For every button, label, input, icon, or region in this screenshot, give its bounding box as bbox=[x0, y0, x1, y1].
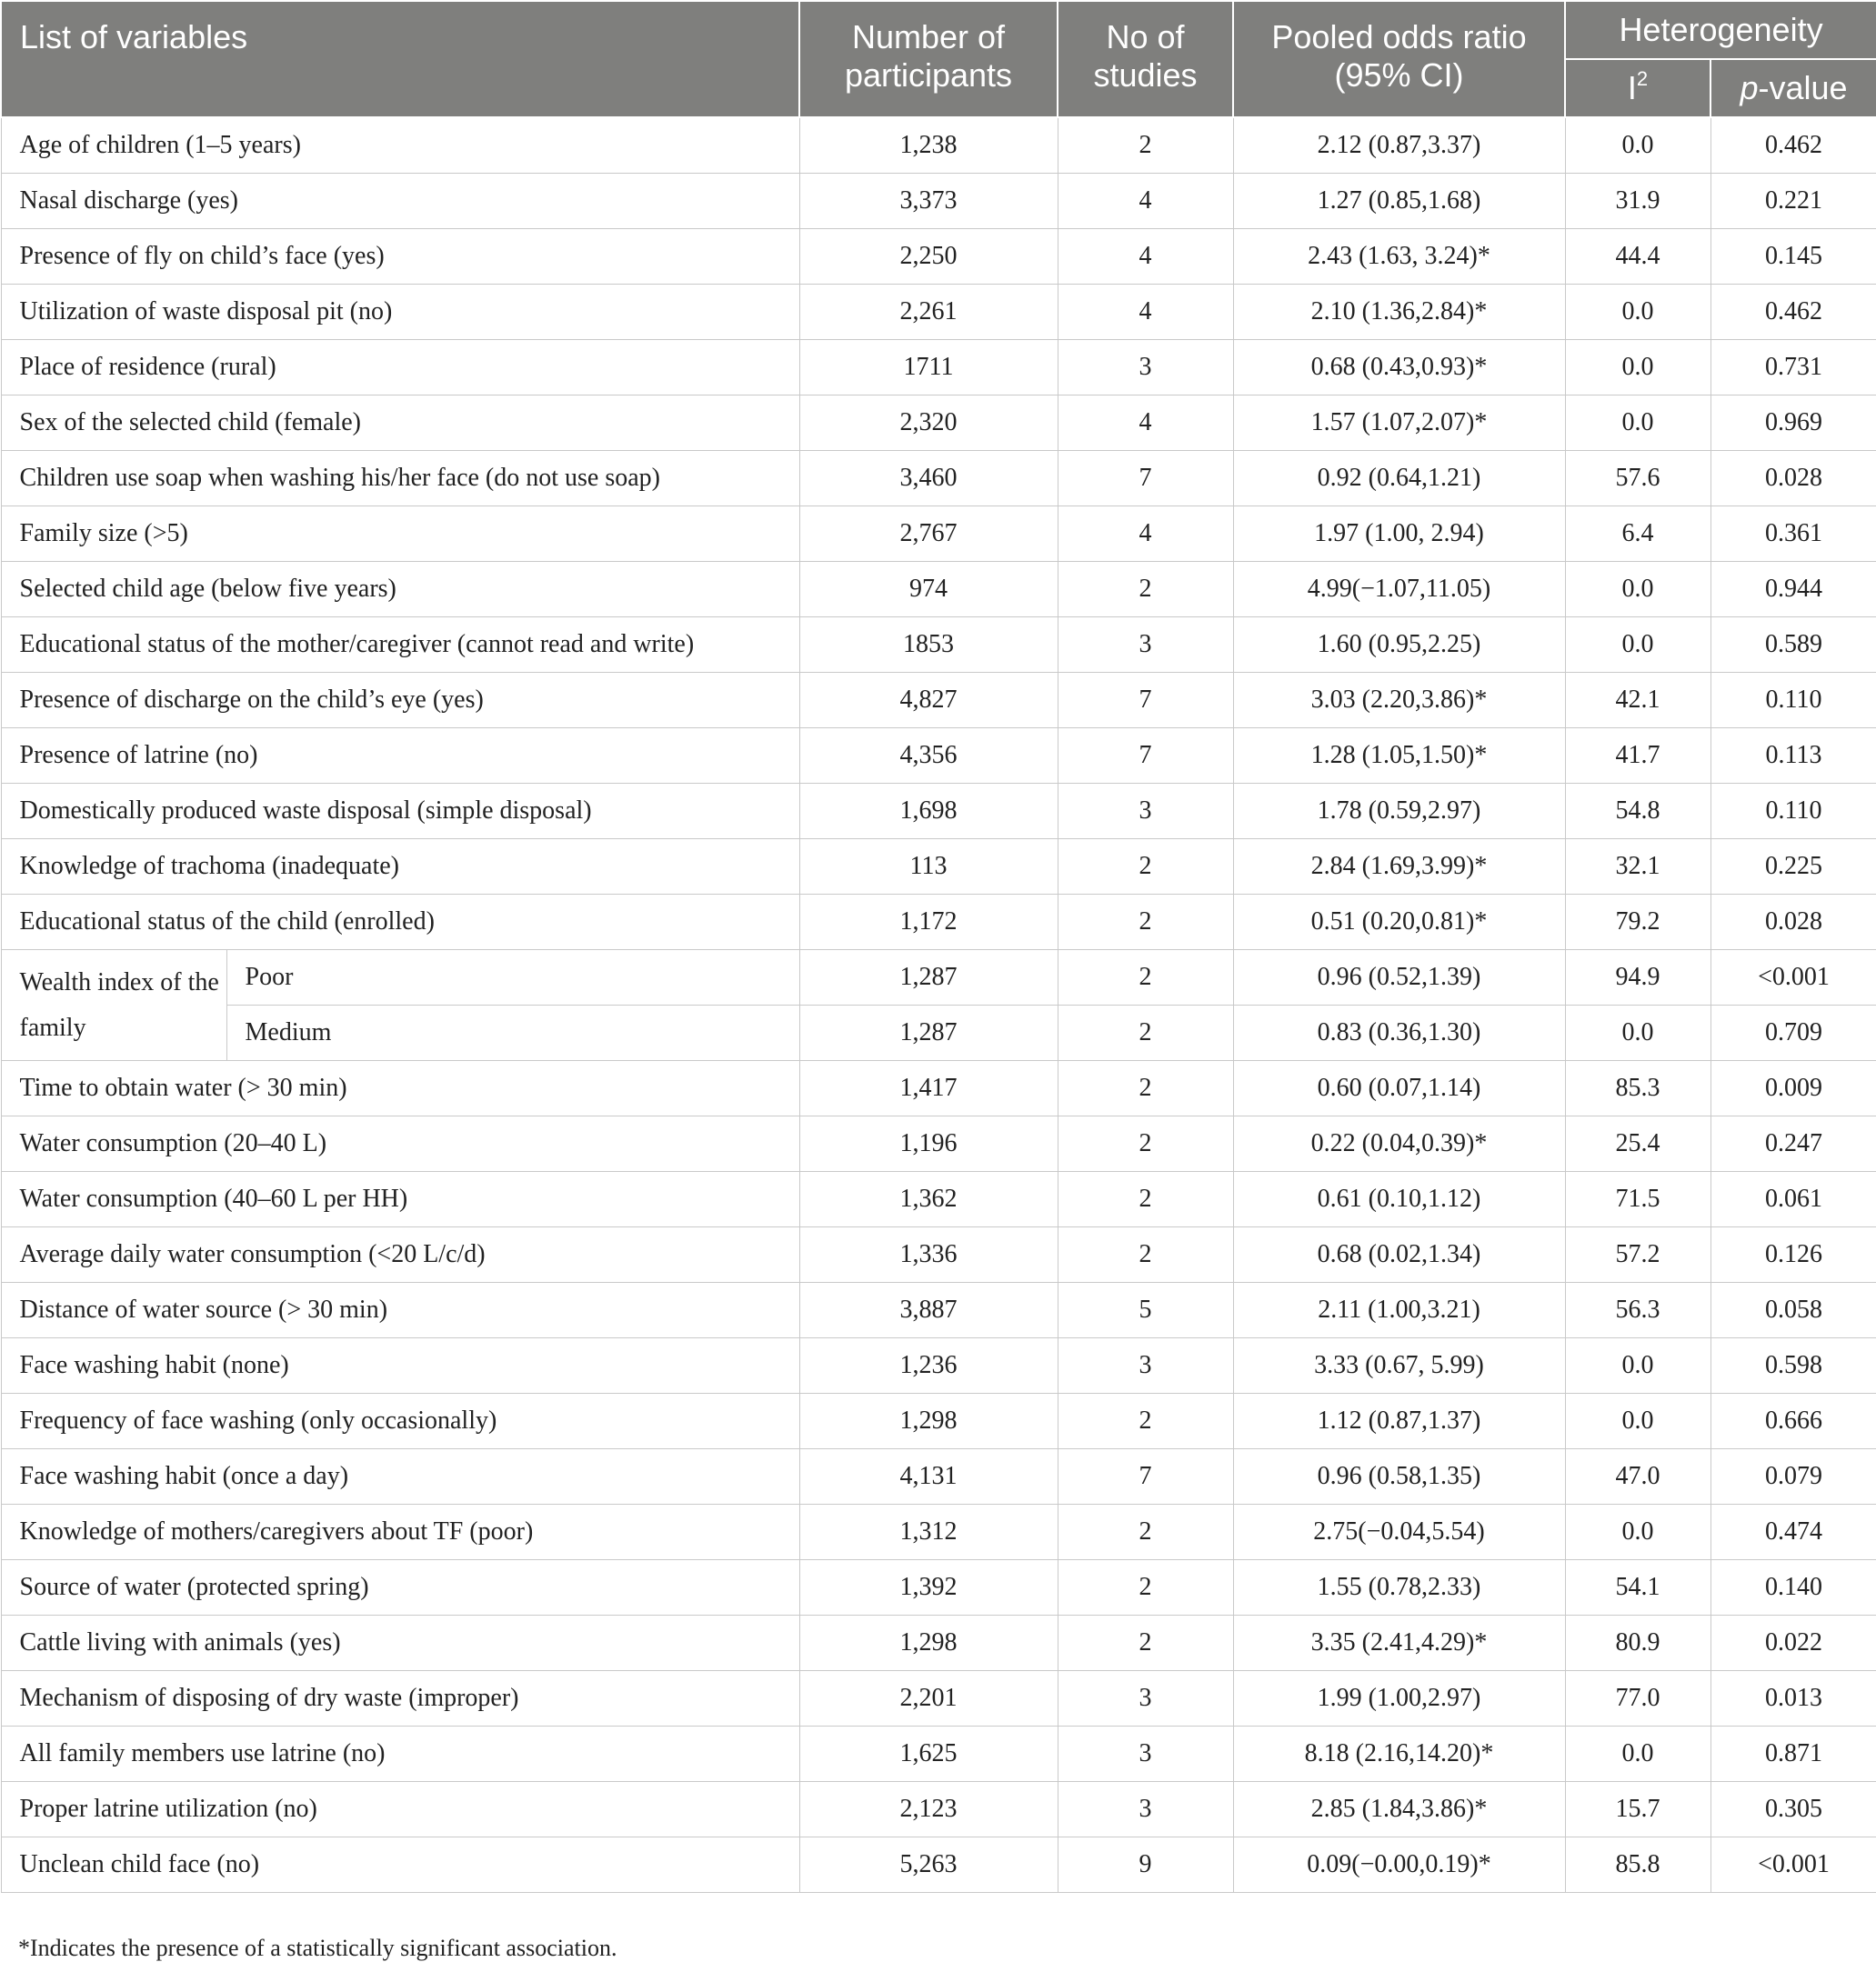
header-participants-line2: participants bbox=[844, 56, 1013, 94]
table-row bbox=[1, 1505, 1876, 1560]
participants-cell: 4,356 bbox=[799, 728, 1058, 784]
table-row bbox=[1, 1560, 1876, 1616]
variable-cell: Age of children (1–5 years) bbox=[1, 117, 799, 174]
p-value-cell: 0.969 bbox=[1710, 395, 1876, 451]
p-value-cell: 0.221 bbox=[1710, 174, 1876, 229]
p-value-cell: 0.126 bbox=[1710, 1227, 1876, 1283]
header-i2 bbox=[1565, 59, 1710, 117]
studies-cell: 2 bbox=[1058, 1560, 1233, 1616]
table-row bbox=[1, 395, 1876, 451]
participants-cell: 1,172 bbox=[799, 895, 1058, 950]
studies-cell: 3 bbox=[1058, 1727, 1233, 1782]
variable-cell: Source of water (protected spring) bbox=[1, 1560, 799, 1616]
participants-cell: 1,298 bbox=[799, 1394, 1058, 1449]
i2-cell: 42.1 bbox=[1565, 673, 1710, 728]
odds-ratio-cell: 0.96 (0.58,1.35) bbox=[1233, 1449, 1565, 1505]
odds-ratio-cell: 1.57 (1.07,2.07)* bbox=[1233, 395, 1565, 451]
p-value-cell: 0.110 bbox=[1710, 784, 1876, 839]
odds-ratio-cell: 2.75(−0.04,5.54) bbox=[1233, 1505, 1565, 1560]
odds-ratio-cell: 2.10 (1.36,2.84)* bbox=[1233, 285, 1565, 340]
variable-cell: Proper latrine utilization (no) bbox=[1, 1782, 799, 1837]
participants-cell: 2,767 bbox=[799, 506, 1058, 562]
odds-ratio-cell: 2.43 (1.63, 3.24)* bbox=[1233, 229, 1565, 285]
i2-cell: 71.5 bbox=[1565, 1172, 1710, 1227]
p-value-cell: 0.462 bbox=[1710, 117, 1876, 174]
i2-cell: 0.0 bbox=[1565, 1006, 1710, 1061]
table-row bbox=[1, 1837, 1876, 1893]
p-value-cell: 0.058 bbox=[1710, 1283, 1876, 1338]
header-i2-superscript: 2 bbox=[1636, 67, 1649, 90]
p-value-cell: 0.589 bbox=[1710, 617, 1876, 673]
odds-ratio-cell: 0.51 (0.20,0.81)* bbox=[1233, 895, 1565, 950]
variable-cell: Face washing habit (none) bbox=[1, 1338, 799, 1394]
p-value-cell: 0.145 bbox=[1710, 229, 1876, 285]
table-row bbox=[1, 1116, 1876, 1172]
variable-cell: Knowledge of mothers/caregivers about TF (poor) bbox=[1, 1505, 799, 1560]
participants-cell: 1,698 bbox=[799, 784, 1058, 839]
odds-ratio-cell: 1.28 (1.05,1.50)* bbox=[1233, 728, 1565, 784]
table-row bbox=[1, 1172, 1876, 1227]
table-body bbox=[1, 117, 1876, 1893]
participants-cell: 2,123 bbox=[799, 1782, 1058, 1837]
participants-cell: 3,460 bbox=[799, 451, 1058, 506]
header-p-value bbox=[1710, 59, 1876, 117]
odds-ratio-cell: 2.12 (0.87,3.37) bbox=[1233, 117, 1565, 174]
odds-ratio-cell: 3.35 (2.41,4.29)* bbox=[1233, 1616, 1565, 1671]
variable-cell: Unclean child face (no) bbox=[1, 1837, 799, 1893]
studies-cell: 3 bbox=[1058, 784, 1233, 839]
studies-cell: 4 bbox=[1058, 285, 1233, 340]
variable-cell: Distance of water source (> 30 min) bbox=[1, 1283, 799, 1338]
table-row bbox=[1, 117, 1876, 174]
variable-cell: Educational status of the child (enrolled) bbox=[1, 895, 799, 950]
participants-cell: 1,287 bbox=[799, 950, 1058, 1006]
variable-cell: Sex of the selected child (female) bbox=[1, 395, 799, 451]
participants-cell: 1,392 bbox=[799, 1560, 1058, 1616]
i2-cell: 79.2 bbox=[1565, 895, 1710, 950]
studies-cell: 4 bbox=[1058, 395, 1233, 451]
odds-ratio-cell: 8.18 (2.16,14.20)* bbox=[1233, 1727, 1565, 1782]
studies-cell: 2 bbox=[1058, 1616, 1233, 1671]
p-value-cell: 0.709 bbox=[1710, 1006, 1876, 1061]
table-row bbox=[1, 174, 1876, 229]
variable-cell: Average daily water consumption (<20 L/c/d) bbox=[1, 1227, 799, 1283]
table-row bbox=[1, 229, 1876, 285]
studies-cell: 2 bbox=[1058, 1172, 1233, 1227]
header-i2-letter: I bbox=[1627, 69, 1637, 106]
table-row bbox=[1, 285, 1876, 340]
p-value-cell: 0.061 bbox=[1710, 1172, 1876, 1227]
table-row bbox=[1, 506, 1876, 562]
p-value-cell: 0.944 bbox=[1710, 562, 1876, 617]
wealth-index-label: Wealth index of the family bbox=[1, 950, 226, 1061]
table-row bbox=[1, 1671, 1876, 1727]
table-row bbox=[1, 617, 1876, 673]
variable-cell: Educational status of the mother/caregiver (cannot read and write) bbox=[1, 617, 799, 673]
participants-cell: 2,201 bbox=[799, 1671, 1058, 1727]
variable-cell: Cattle living with animals (yes) bbox=[1, 1616, 799, 1671]
participants-cell: 3,373 bbox=[799, 174, 1058, 229]
p-value-cell: 0.474 bbox=[1710, 1505, 1876, 1560]
i2-cell: 25.4 bbox=[1565, 1116, 1710, 1172]
i2-cell: 57.6 bbox=[1565, 451, 1710, 506]
odds-ratio-cell: 3.03 (2.20,3.86)* bbox=[1233, 673, 1565, 728]
odds-ratio-cell: 0.92 (0.64,1.21) bbox=[1233, 451, 1565, 506]
odds-ratio-cell: 1.78 (0.59,2.97) bbox=[1233, 784, 1565, 839]
variable-cell: Presence of fly on child’s face (yes) bbox=[1, 229, 799, 285]
i2-cell: 31.9 bbox=[1565, 174, 1710, 229]
variable-cell: Children use soap when washing his/her face (do not use soap) bbox=[1, 451, 799, 506]
p-value-cell: 0.361 bbox=[1710, 506, 1876, 562]
odds-ratio-cell: 1.99 (1.00,2.97) bbox=[1233, 1671, 1565, 1727]
studies-cell: 4 bbox=[1058, 229, 1233, 285]
participants-cell: 1,312 bbox=[799, 1505, 1058, 1560]
header-participants-line1: Number of bbox=[851, 18, 1006, 55]
header-p-italic: p bbox=[1740, 69, 1759, 106]
table-row bbox=[1, 1616, 1876, 1671]
odds-ratio-cell: 0.68 (0.43,0.93)* bbox=[1233, 340, 1565, 395]
p-value-cell: 0.305 bbox=[1710, 1782, 1876, 1837]
variable-cell: Nasal discharge (yes) bbox=[1, 174, 799, 229]
participants-cell: 5,263 bbox=[799, 1837, 1058, 1893]
odds-ratio-cell: 0.96 (0.52,1.39) bbox=[1233, 950, 1565, 1006]
i2-cell: 80.9 bbox=[1565, 1616, 1710, 1671]
odds-ratio-cell: 0.68 (0.02,1.34) bbox=[1233, 1227, 1565, 1283]
table-row bbox=[1, 1727, 1876, 1782]
table-row-wealth-medium bbox=[1, 1006, 1876, 1061]
participants-cell: 2,320 bbox=[799, 395, 1058, 451]
odds-ratio-cell: 1.97 (1.00, 2.94) bbox=[1233, 506, 1565, 562]
table-row bbox=[1, 1338, 1876, 1394]
odds-ratio-cell: 2.84 (1.69,3.99)* bbox=[1233, 839, 1565, 895]
studies-cell: 3 bbox=[1058, 340, 1233, 395]
participants-cell: 1711 bbox=[799, 340, 1058, 395]
participants-cell: 2,261 bbox=[799, 285, 1058, 340]
p-value-cell: <0.001 bbox=[1710, 950, 1876, 1006]
table-row bbox=[1, 839, 1876, 895]
variable-cell: Presence of discharge on the child’s eye (yes) bbox=[1, 673, 799, 728]
studies-cell: 7 bbox=[1058, 728, 1233, 784]
variable-cell: Frequency of face washing (only occasionally) bbox=[1, 1394, 799, 1449]
variable-cell: All family members use latrine (no) bbox=[1, 1727, 799, 1782]
i2-cell: 32.1 bbox=[1565, 839, 1710, 895]
p-value-cell: 0.871 bbox=[1710, 1727, 1876, 1782]
odds-ratio-cell: 3.33 (0.67, 5.99) bbox=[1233, 1338, 1565, 1394]
table-row bbox=[1, 562, 1876, 617]
variable-cell: Face washing habit (once a day) bbox=[1, 1449, 799, 1505]
i2-cell: 56.3 bbox=[1565, 1283, 1710, 1338]
participants-cell: 1,238 bbox=[799, 117, 1058, 174]
table-row-wealth-poor bbox=[1, 950, 1876, 1006]
studies-cell: 2 bbox=[1058, 562, 1233, 617]
header-or-line2: (95% CI) bbox=[1334, 56, 1464, 94]
p-value-cell: 0.666 bbox=[1710, 1394, 1876, 1449]
odds-ratio-cell: 2.85 (1.84,3.86)* bbox=[1233, 1782, 1565, 1837]
header-heterogeneity: Heterogeneity bbox=[1565, 1, 1876, 59]
odds-ratio-cell: 1.12 (0.87,1.37) bbox=[1233, 1394, 1565, 1449]
studies-cell: 2 bbox=[1058, 895, 1233, 950]
variable-cell: Presence of latrine (no) bbox=[1, 728, 799, 784]
i2-cell: 0.0 bbox=[1565, 395, 1710, 451]
studies-cell: 2 bbox=[1058, 1116, 1233, 1172]
participants-cell: 4,827 bbox=[799, 673, 1058, 728]
participants-cell: 3,887 bbox=[799, 1283, 1058, 1338]
studies-cell: 2 bbox=[1058, 1006, 1233, 1061]
participants-cell: 4,131 bbox=[799, 1449, 1058, 1505]
studies-cell: 2 bbox=[1058, 1505, 1233, 1560]
header-studies-line1: No of bbox=[1106, 18, 1185, 55]
studies-cell: 2 bbox=[1058, 117, 1233, 174]
participants-cell: 1853 bbox=[799, 617, 1058, 673]
i2-cell: 0.0 bbox=[1565, 1394, 1710, 1449]
studies-cell: 2 bbox=[1058, 1227, 1233, 1283]
odds-ratio-cell: 0.22 (0.04,0.39)* bbox=[1233, 1116, 1565, 1172]
header-no-of-studies bbox=[1058, 1, 1233, 117]
participants-cell: 1,236 bbox=[799, 1338, 1058, 1394]
studies-cell: 3 bbox=[1058, 1671, 1233, 1727]
p-value-cell: 0.022 bbox=[1710, 1616, 1876, 1671]
table-row bbox=[1, 1283, 1876, 1338]
studies-cell: 2 bbox=[1058, 950, 1233, 1006]
variable-cell: Place of residence (rural) bbox=[1, 340, 799, 395]
i2-cell: 41.7 bbox=[1565, 728, 1710, 784]
i2-cell: 15.7 bbox=[1565, 1782, 1710, 1837]
i2-cell: 0.0 bbox=[1565, 617, 1710, 673]
participants-cell: 974 bbox=[799, 562, 1058, 617]
p-value-cell: 0.110 bbox=[1710, 673, 1876, 728]
i2-cell: 54.8 bbox=[1565, 784, 1710, 839]
variable-subcell: Poor bbox=[226, 950, 799, 1006]
i2-cell: 0.0 bbox=[1565, 285, 1710, 340]
variable-cell: Selected child age (below five years) bbox=[1, 562, 799, 617]
participants-cell: 1,196 bbox=[799, 1116, 1058, 1172]
p-value-cell: 0.009 bbox=[1710, 1061, 1876, 1116]
participants-cell: 1,625 bbox=[799, 1727, 1058, 1782]
p-value-cell: 0.598 bbox=[1710, 1338, 1876, 1394]
i2-cell: 94.9 bbox=[1565, 950, 1710, 1006]
studies-cell: 3 bbox=[1058, 1782, 1233, 1837]
odds-ratio-cell: 1.27 (0.85,1.68) bbox=[1233, 174, 1565, 229]
i2-cell: 85.3 bbox=[1565, 1061, 1710, 1116]
table-footnote: *Indicates the presence of a statistically significant association. bbox=[18, 1935, 617, 1961]
p-value-cell: 0.225 bbox=[1710, 839, 1876, 895]
studies-cell: 5 bbox=[1058, 1283, 1233, 1338]
table-row bbox=[1, 1061, 1876, 1116]
p-value-cell: 0.731 bbox=[1710, 340, 1876, 395]
i2-cell: 0.0 bbox=[1565, 340, 1710, 395]
p-value-cell: 0.013 bbox=[1710, 1671, 1876, 1727]
i2-cell: 0.0 bbox=[1565, 562, 1710, 617]
header-or-line1: Pooled odds ratio bbox=[1271, 18, 1527, 55]
i2-cell: 77.0 bbox=[1565, 1671, 1710, 1727]
odds-ratio-cell: 1.55 (0.78,2.33) bbox=[1233, 1560, 1565, 1616]
odds-ratio-cell: 0.61 (0.10,1.12) bbox=[1233, 1172, 1565, 1227]
table-row bbox=[1, 895, 1876, 950]
variable-cell: Knowledge of trachoma (inadequate) bbox=[1, 839, 799, 895]
participants-cell: 1,298 bbox=[799, 1616, 1058, 1671]
participants-cell: 1,287 bbox=[799, 1006, 1058, 1061]
participants-cell: 113 bbox=[799, 839, 1058, 895]
studies-cell: 3 bbox=[1058, 1338, 1233, 1394]
variable-cell: Family size (>5) bbox=[1, 506, 799, 562]
table-header bbox=[1, 1, 1876, 117]
studies-cell: 7 bbox=[1058, 1449, 1233, 1505]
studies-cell: 2 bbox=[1058, 1061, 1233, 1116]
table-row bbox=[1, 1782, 1876, 1837]
studies-cell: 2 bbox=[1058, 1394, 1233, 1449]
i2-cell: 6.4 bbox=[1565, 506, 1710, 562]
p-value-cell: <0.001 bbox=[1710, 1837, 1876, 1893]
header-pooled-odds-ratio bbox=[1233, 1, 1565, 117]
i2-cell: 0.0 bbox=[1565, 1727, 1710, 1782]
p-value-cell: 0.028 bbox=[1710, 451, 1876, 506]
table-row bbox=[1, 673, 1876, 728]
i2-cell: 0.0 bbox=[1565, 1505, 1710, 1560]
p-value-cell: 0.462 bbox=[1710, 285, 1876, 340]
p-value-cell: 0.028 bbox=[1710, 895, 1876, 950]
header-number-of-participants bbox=[799, 1, 1058, 117]
i2-cell: 85.8 bbox=[1565, 1837, 1710, 1893]
table-row bbox=[1, 1227, 1876, 1283]
table-row bbox=[1, 784, 1876, 839]
studies-cell: 7 bbox=[1058, 673, 1233, 728]
participants-cell: 1,417 bbox=[799, 1061, 1058, 1116]
participants-cell: 2,250 bbox=[799, 229, 1058, 285]
participants-cell: 1,362 bbox=[799, 1172, 1058, 1227]
p-value-cell: 0.140 bbox=[1710, 1560, 1876, 1616]
i2-cell: 54.1 bbox=[1565, 1560, 1710, 1616]
table-row bbox=[1, 1394, 1876, 1449]
table-row bbox=[1, 728, 1876, 784]
variable-cell: Water consumption (20–40 L) bbox=[1, 1116, 799, 1172]
p-value-cell: 0.113 bbox=[1710, 728, 1876, 784]
table-row bbox=[1, 451, 1876, 506]
studies-cell: 4 bbox=[1058, 174, 1233, 229]
odds-ratio-cell: 4.99(−1.07,11.05) bbox=[1233, 562, 1565, 617]
variable-cell: Mechanism of disposing of dry waste (improper) bbox=[1, 1671, 799, 1727]
p-value-cell: 0.247 bbox=[1710, 1116, 1876, 1172]
odds-ratio-cell: 0.09(−0.00,0.19)* bbox=[1233, 1837, 1565, 1893]
i2-cell: 0.0 bbox=[1565, 117, 1710, 174]
odds-ratio-cell: 1.60 (0.95,2.25) bbox=[1233, 617, 1565, 673]
variable-cell: Domestically produced waste disposal (simple disposal) bbox=[1, 784, 799, 839]
header-list-of-variables: List of variables bbox=[1, 1, 799, 117]
participants-cell: 1,336 bbox=[799, 1227, 1058, 1283]
header-p-rest: -value bbox=[1758, 69, 1848, 106]
i2-cell: 44.4 bbox=[1565, 229, 1710, 285]
odds-ratio-cell: 0.83 (0.36,1.30) bbox=[1233, 1006, 1565, 1061]
i2-cell: 47.0 bbox=[1565, 1449, 1710, 1505]
studies-cell: 2 bbox=[1058, 839, 1233, 895]
odds-ratio-cell: 2.11 (1.00,3.21) bbox=[1233, 1283, 1565, 1338]
p-value-cell: 0.079 bbox=[1710, 1449, 1876, 1505]
i2-cell: 0.0 bbox=[1565, 1338, 1710, 1394]
table-row bbox=[1, 1449, 1876, 1505]
variable-cell: Utilization of waste disposal pit (no) bbox=[1, 285, 799, 340]
variable-subcell: Medium bbox=[226, 1006, 799, 1061]
header-studies-line2: studies bbox=[1093, 56, 1198, 94]
studies-cell: 9 bbox=[1058, 1837, 1233, 1893]
studies-cell: 7 bbox=[1058, 451, 1233, 506]
i2-cell: 57.2 bbox=[1565, 1227, 1710, 1283]
variable-cell: Time to obtain water (> 30 min) bbox=[1, 1061, 799, 1116]
studies-cell: 4 bbox=[1058, 506, 1233, 562]
odds-ratio-cell: 0.60 (0.07,1.14) bbox=[1233, 1061, 1565, 1116]
table-row bbox=[1, 340, 1876, 395]
variable-cell: Water consumption (40–60 L per HH) bbox=[1, 1172, 799, 1227]
studies-cell: 3 bbox=[1058, 617, 1233, 673]
